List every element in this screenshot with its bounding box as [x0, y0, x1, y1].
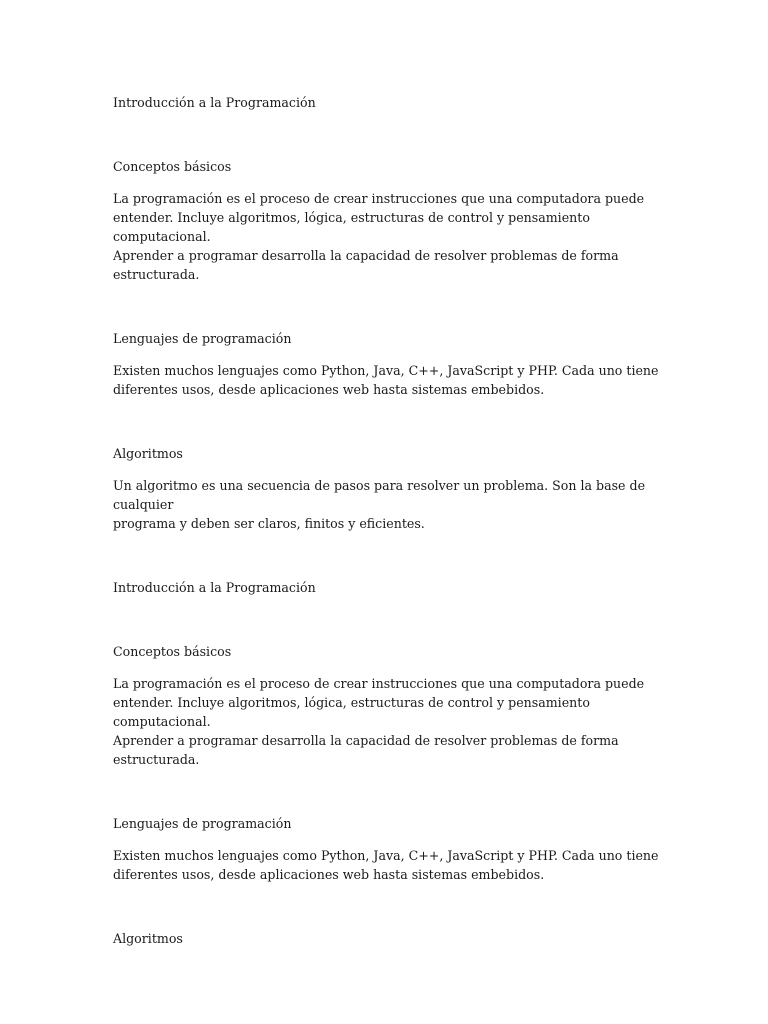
- paragraph-line: entender. Incluye algoritmos, lógica, estructuras de control y pensamiento computacional.: [113, 695, 590, 729]
- paragraph-line: Un algoritmo es una secuencia de pasos para resolver un problema. Son la base de cualquier: [113, 478, 646, 512]
- document-page: [113, 93, 673, 961]
- paragraph-line: estructurada.: [113, 752, 200, 767]
- paragraph-algoritmos: [113, 476, 673, 533]
- section-heading-algoritmos: Algoritmos: [113, 446, 183, 461]
- paragraph-line: Aprender a programar desarrolla la capacidad de resolver problemas de forma: [113, 248, 619, 263]
- paragraph-line: Existen muchos lenguajes como Python, Java, C++, JavaScript y PHP. Cada uno tiene: [113, 848, 659, 863]
- section-heading-lenguajes-repeat: Lenguajes de programación: [113, 816, 292, 831]
- paragraph-line: diferentes usos, desde aplicaciones web hasta sistemas embebidos.: [113, 867, 545, 882]
- paragraph-lenguajes: [113, 361, 673, 399]
- paragraph-line: Existen muchos lenguajes como Python, Java, C++, JavaScript y PHP. Cada uno tiene: [113, 363, 659, 378]
- paragraph-line: La programación es el proceso de crear instrucciones que una computadora puede: [113, 191, 645, 206]
- paragraph-line: La programación es el proceso de crear instrucciones que una computadora puede: [113, 676, 645, 691]
- section-heading-conceptos-repeat: Conceptos básicos: [113, 644, 232, 659]
- paragraph-line: Aprender a programar desarrolla la capacidad de resolver problemas de forma: [113, 733, 619, 748]
- section-heading-conceptos: Conceptos básicos: [113, 159, 232, 174]
- paragraph-line: programa y deben ser claros, finitos y eficientes.: [113, 516, 425, 531]
- paragraph-line: diferentes usos, desde aplicaciones web hasta sistemas embebidos.: [113, 382, 545, 397]
- paragraph-lenguajes-repeat: [113, 846, 673, 884]
- paragraph-conceptos: [113, 189, 673, 284]
- paragraph-line: estructurada.: [113, 267, 200, 282]
- document-title: Introducción a la Programación: [113, 95, 316, 110]
- paragraph-conceptos-repeat: [113, 674, 673, 769]
- paragraph-line: entender. Incluye algoritmos, lógica, estructuras de control y pensamiento computacional.: [113, 210, 590, 244]
- section-heading-lenguajes: Lenguajes de programación: [113, 331, 292, 346]
- document-title-repeat: Introducción a la Programación: [113, 580, 316, 595]
- section-heading-algoritmos-repeat: Algoritmos: [113, 931, 183, 946]
